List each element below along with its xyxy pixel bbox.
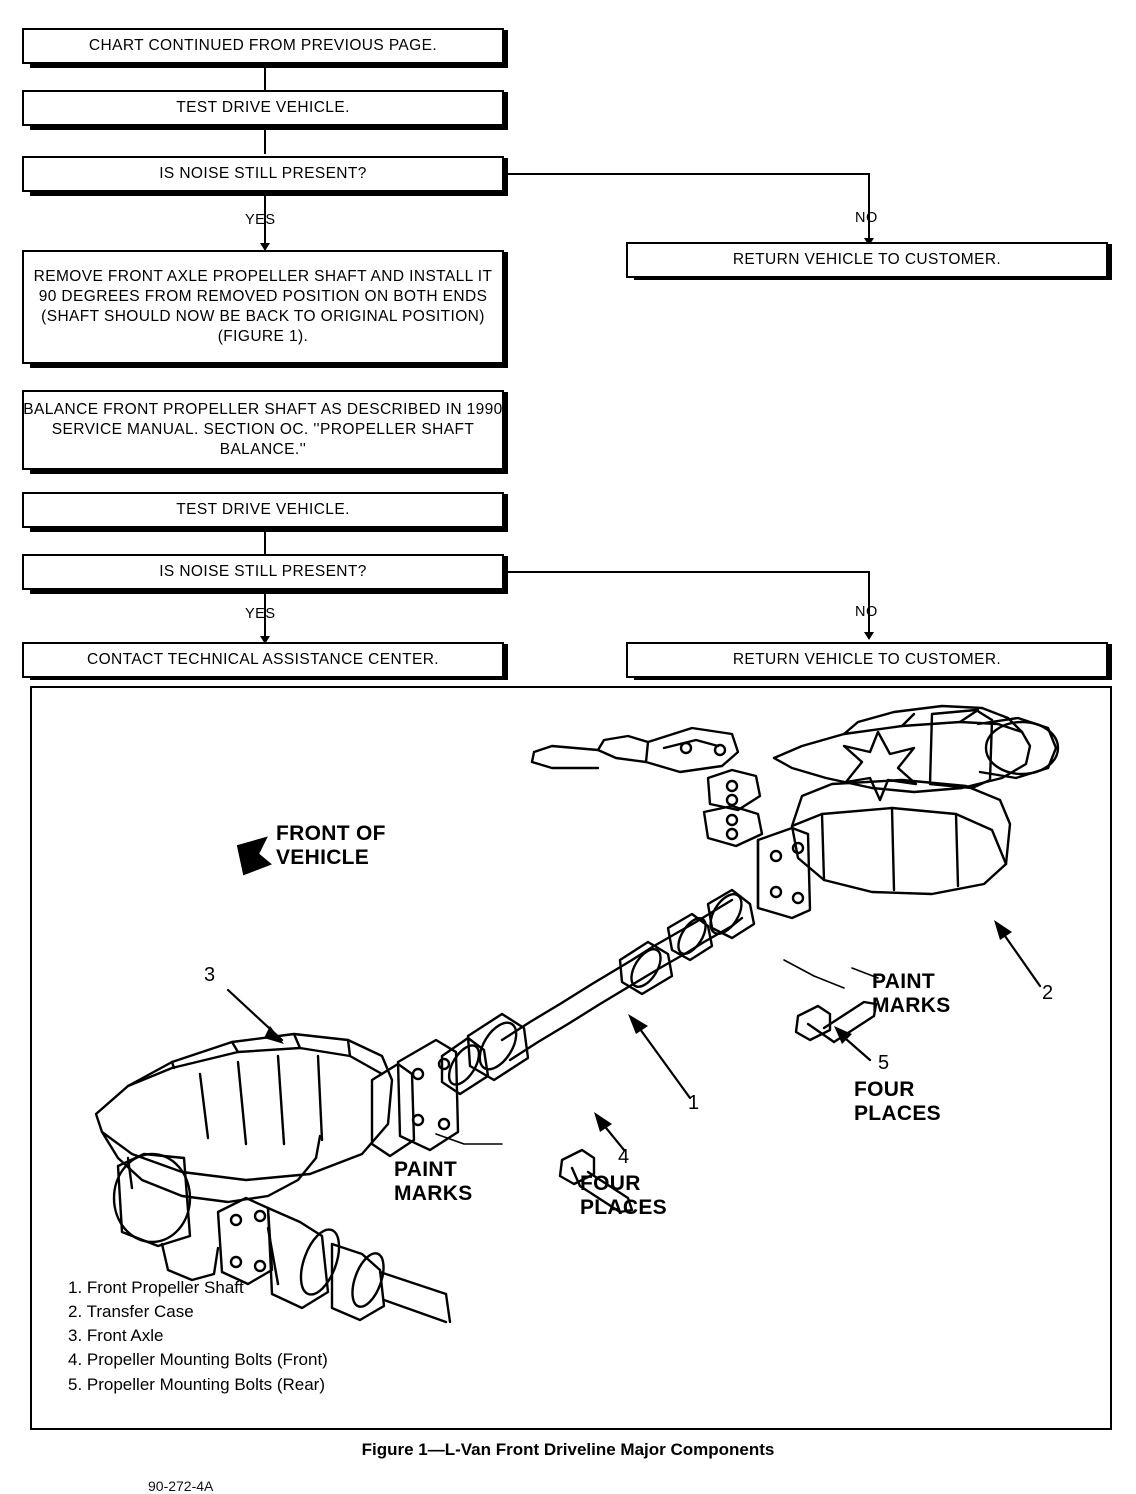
flow-box-test-drive-2 [22,492,504,528]
flow-box-return-1 [626,242,1108,278]
flow-box-text: TEST DRIVE VEHICLE. [176,500,350,518]
box-shadow [30,192,508,196]
connector [264,64,266,90]
flow-box-text: RETURN VEHICLE TO CUSTOMER. [732,250,1002,268]
paint-marks-right-line2: MARKS [872,994,951,1018]
four-places-left-label [580,1172,667,1220]
legend-item: 5. Propeller Mounting Bolts (Rear) [68,1374,326,1394]
flow-box-balance-shaft [22,390,504,470]
connector [504,571,870,573]
four-places-left-line2: PLACES [580,1196,667,1220]
flow-box-contact-tac [22,642,504,678]
flow-box-test-drive-1 [22,90,504,126]
callout-1: 1 [688,1092,700,1114]
box-shadow [504,392,508,474]
figure-caption: Figure 1—L-Van Front Driveline Major Components [361,1440,775,1459]
connector [264,126,266,154]
four-places-right-line1: FOUR [854,1078,915,1101]
flow-box-text: IS NOISE STILL PRESENT? [159,164,367,182]
flow-box-text: SERVICE MANUAL. SECTION OC. ''PROPELLER SHAFT [51,420,475,438]
box-shadow [504,158,508,196]
branch-label-yes-2: YES [245,606,276,622]
figure-panel [30,686,1112,1430]
flow-box-text: (SHAFT SHOULD NOW BE BACK TO ORIGINAL POSITION) [41,308,485,325]
box-shadow [504,30,508,68]
front-of-vehicle-label [276,822,386,870]
legend-item: 3. Front Axle [68,1326,164,1346]
footer-code: 90-272-4A [148,1478,214,1494]
callout-5: 5 [878,1052,890,1074]
box-shadow [30,590,508,594]
box-shadow [30,364,508,368]
flow-box-noise-2 [22,554,504,590]
connector [868,173,870,243]
figure-legend [68,1276,328,1397]
connector [264,528,266,554]
branch-label-yes-1: YES [245,212,276,228]
paint-marks-left-line2: MARKS [394,1182,473,1206]
paint-marks-right-label [872,970,951,1018]
four-places-right-line2: PLACES [854,1102,941,1126]
callout-3: 3 [204,964,216,986]
flow-box-text: RETURN VEHICLE TO CUSTOMER. [732,650,1002,668]
callout-4: 4 [618,1146,630,1168]
four-places-right-label [854,1078,941,1126]
flow-box-return-2 [626,642,1108,678]
flow-box-chart-continued [22,28,504,64]
flow-box-remove-shaft [22,250,504,364]
box-shadow [1108,244,1112,280]
flow-box-noise-1 [22,156,504,192]
four-places-left-line1: FOUR [580,1172,641,1195]
flow-box-text: CONTACT TECHNICAL ASSISTANCE CENTER. [86,650,439,668]
front-of-vehicle-line2: VEHICLE [276,846,370,870]
branch-label-no-1: NO [855,210,878,226]
flow-box-text: (FIGURE 1). [217,328,309,346]
arrow-head [864,632,874,640]
paint-marks-right-line1: PAINT [872,970,935,993]
box-shadow [30,470,508,474]
flow-box-text: BALANCE FRONT PROPELLER SHAFT AS DESCRIBED IN 1990 [23,400,503,418]
box-shadow [30,126,508,130]
box-shadow [504,556,508,594]
legend-item: 2. Transfer Case [68,1302,194,1322]
box-shadow [504,644,508,680]
paint-marks-left-line1: PAINT [394,1158,457,1181]
box-shadow [504,494,508,532]
connector [504,173,870,175]
box-shadow [1108,644,1112,680]
flow-box-text: BALANCE.'' [219,441,307,459]
branch-label-no-2: NO [855,604,878,620]
flow-box-text: IS NOISE STILL PRESENT? [159,562,367,580]
legend-item: 1. Front Propeller Shaft [68,1278,244,1297]
flow-box-text: REMOVE FRONT AXLE PROPELLER SHAFT AND INSTALL IT [33,267,493,285]
legend-item: 4. Propeller Mounting Bolts (Front) [68,1350,328,1370]
paint-marks-left-label [394,1158,473,1206]
box-shadow [30,528,508,532]
callout-2: 2 [1042,982,1054,1004]
box-shadow [504,92,508,130]
flow-box-text: CHART CONTINUED FROM PREVIOUS PAGE. [88,36,438,54]
box-shadow [30,64,508,68]
box-shadow [504,252,508,368]
front-of-vehicle-line1: FRONT OF [276,822,386,845]
flow-box-text: 90 DEGREES FROM REMOVED POSITION ON BOTH ENDS [38,287,488,305]
flow-box-text: TEST DRIVE VEHICLE. [176,98,350,116]
